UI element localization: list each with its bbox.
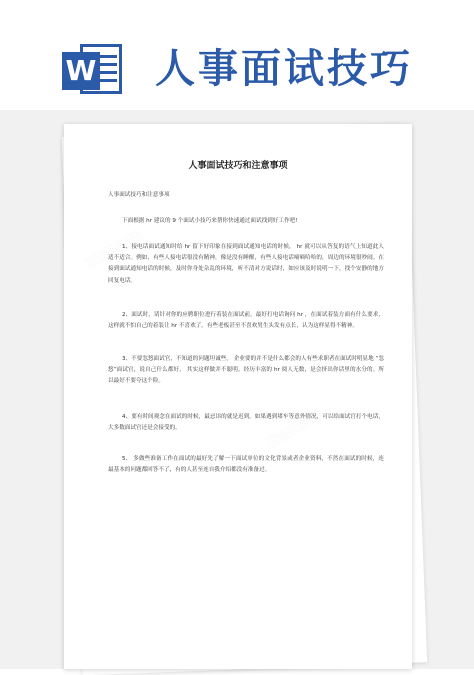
document-paragraph: 5、 多做些准备工作在面试的最好先了解一下面试单位的文化背景或者企业资料，不然在面试的时候，连最基本的问题都回答不了，有的人甚至连自我介绍都没有准备过。 <box>108 456 384 474</box>
document-paragraph: 3、不要忽悠面试官，不知道的问题坦诚些。 企业要的并不是什么都会的人有些求职者在面试时明显地 “忽悠”面试官，说自己什么都好， 其实这样做并不聪明。经历丰富的 hr 阅人无数，是会挤出你话里的水分的。所以最好不要夸这个险。 <box>108 356 384 385</box>
watermark: ░░░░░░░░ <box>85 229 145 270</box>
document-paragraph: 下面根据 hr 建议的 9 个面试小技巧来帮你快速通过面试找到好工作吧! <box>122 218 298 224</box>
document-paragraph: 1、接电话面试通知时给 hr 留下好印象在接到面试通知电话的时候， hr 就可以从答复的语气上知道此人适不适合。例如，有些人接电话很没有精神，像是没有睡醒，有些人接电话嘀嘀哈哈的，周边的环境很吵闹。在接到面试通知电话的时候，及时你身处杂乱的环境，听不清对方说话时，如应该及时说明一下，找个安静的地方回复电话。 <box>108 244 384 284</box>
document-title: 人事面试技巧和注意事项 <box>188 161 288 171</box>
watermark: ░░░░░░░░ <box>265 409 325 450</box>
word-document-icon <box>62 40 124 98</box>
document-page <box>64 124 412 669</box>
document-paragraph: 2、面试时，请针对你的应聘职位进行着装在面试前，最好打电话询问 hr ，在面试着装方面有什么要求，这样就不怕自己的着装让 hr 不喜欢了。有些老板甚至不喜欢男生头发有点长，认为这样显得不精神。 <box>108 312 384 330</box>
banner <box>0 0 474 110</box>
document-paragraph: 4、要有时间观念在面试的时候，最忌讳的就是迟到。如果遇到堵车等意外情况，可以给面试官打个电话，大多数面试官还是会接受的。 <box>108 414 384 432</box>
banner-title: 人事面试技巧 <box>155 46 413 92</box>
document-paragraph: 人事面试技巧和注意事项 <box>108 192 170 198</box>
word-letter-badge: W <box>62 52 100 90</box>
